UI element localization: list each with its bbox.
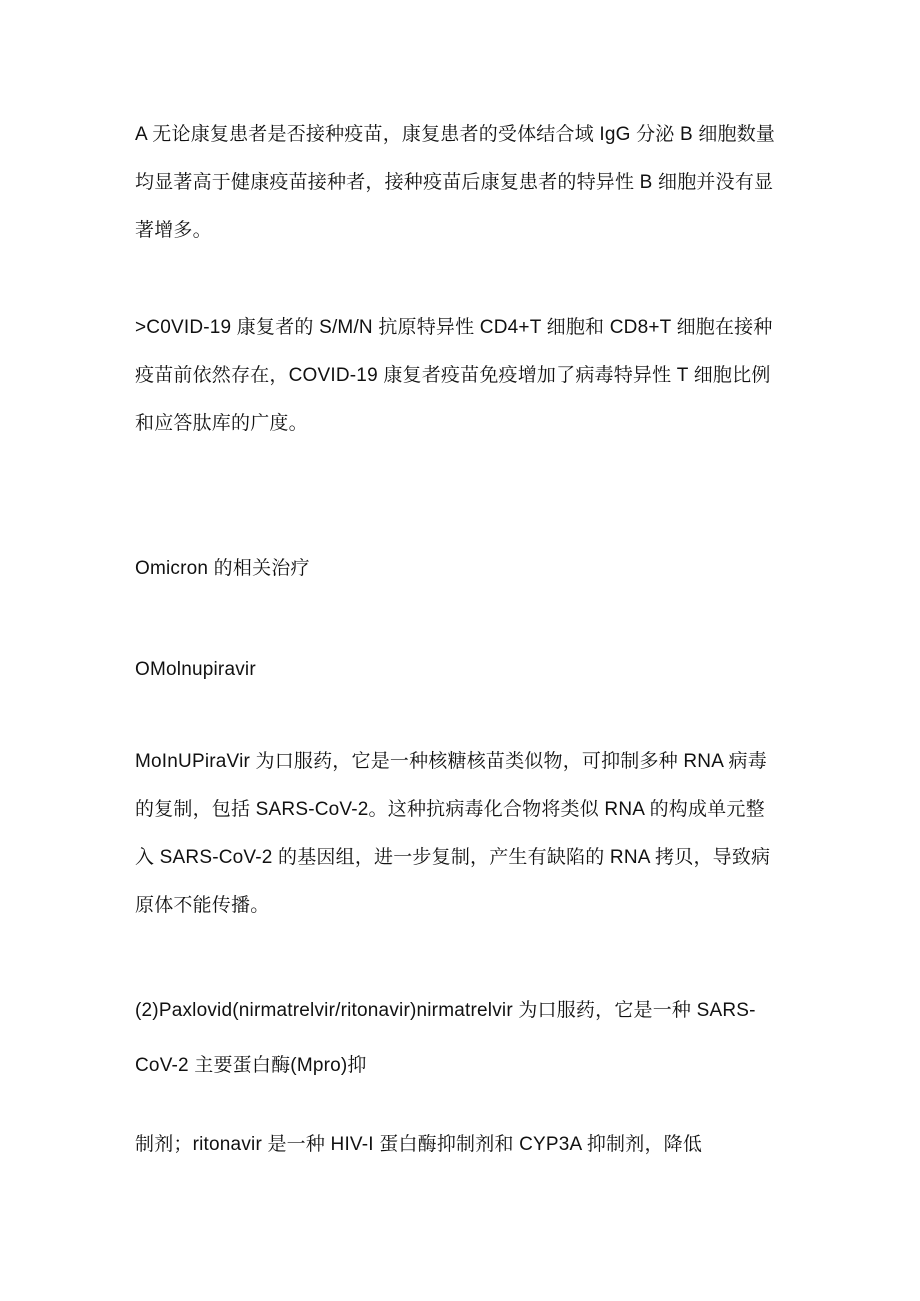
paragraph-paxlovid-line-2: CoV-2 主要蛋白酶(Mpro)抑 [135,1055,367,1076]
paragraph-molnupiravir-line-3: 入 SARS-CoV-2 的基因组，进一步复制，产生有缺陷的 RNA 拷贝，导致病 [135,847,771,868]
paragraph-convalescent-b-cells-line-2: 均显著高于健康疫苗接种者，接种疫苗后康复患者的特异性 B 细胞并没有显 [135,172,774,193]
paragraph-paxlovid-line-1: (2)Paxlovid(nirmatrelvir/ritonavir)nirmatrelvir 为口服药，它是一种 SARS- [135,1000,756,1021]
subheading-molnupiravir: OMolnupiravir [135,659,256,680]
paragraph-convalescent-b-cells-line-3: 著增多。 [135,220,212,241]
paragraph-convalescent-t-cells-line-1: >C0VID-19 康复者的 S/M/N 抗原特异性 CD4+T 细胞和 CD8+T 细胞在接种 [135,317,773,338]
paragraph-convalescent-t-cells-line-3: 和应答肽库的广度。 [135,413,308,434]
paragraph-ritonavir-line-1: 制剂；ritonavir 是一种 HIV-I 蛋白酶抑制剂和 CYP3A 抑制剂，降低 [135,1134,703,1155]
paragraph-molnupiravir-line-4: 原体不能传播。 [135,895,270,916]
paragraph-molnupiravir-line-1: MoInUPiraVir 为口服药，它是一种核糖核苗类似物，可抑制多种 RNA 病毒 [135,751,767,772]
paragraph-convalescent-b-cells-line-1: A 无论康复患者是否接种疫苗，康复患者的受体结合域 IgG 分泌 B 细胞数量 [135,124,776,145]
paragraph-convalescent-t-cells-line-2: 疫苗前依然存在，COVID-19 康复者疫苗免疫增加了病毒特异性 T 细胞比例 [135,365,771,386]
paragraph-molnupiravir-line-2: 的复制，包括 SARS-CoV-2。这种抗病毒化合物将类似 RNA 的构成单元整 [135,799,765,820]
section-heading-omicron-treatment: Omicron 的相关治疗 [135,558,310,579]
